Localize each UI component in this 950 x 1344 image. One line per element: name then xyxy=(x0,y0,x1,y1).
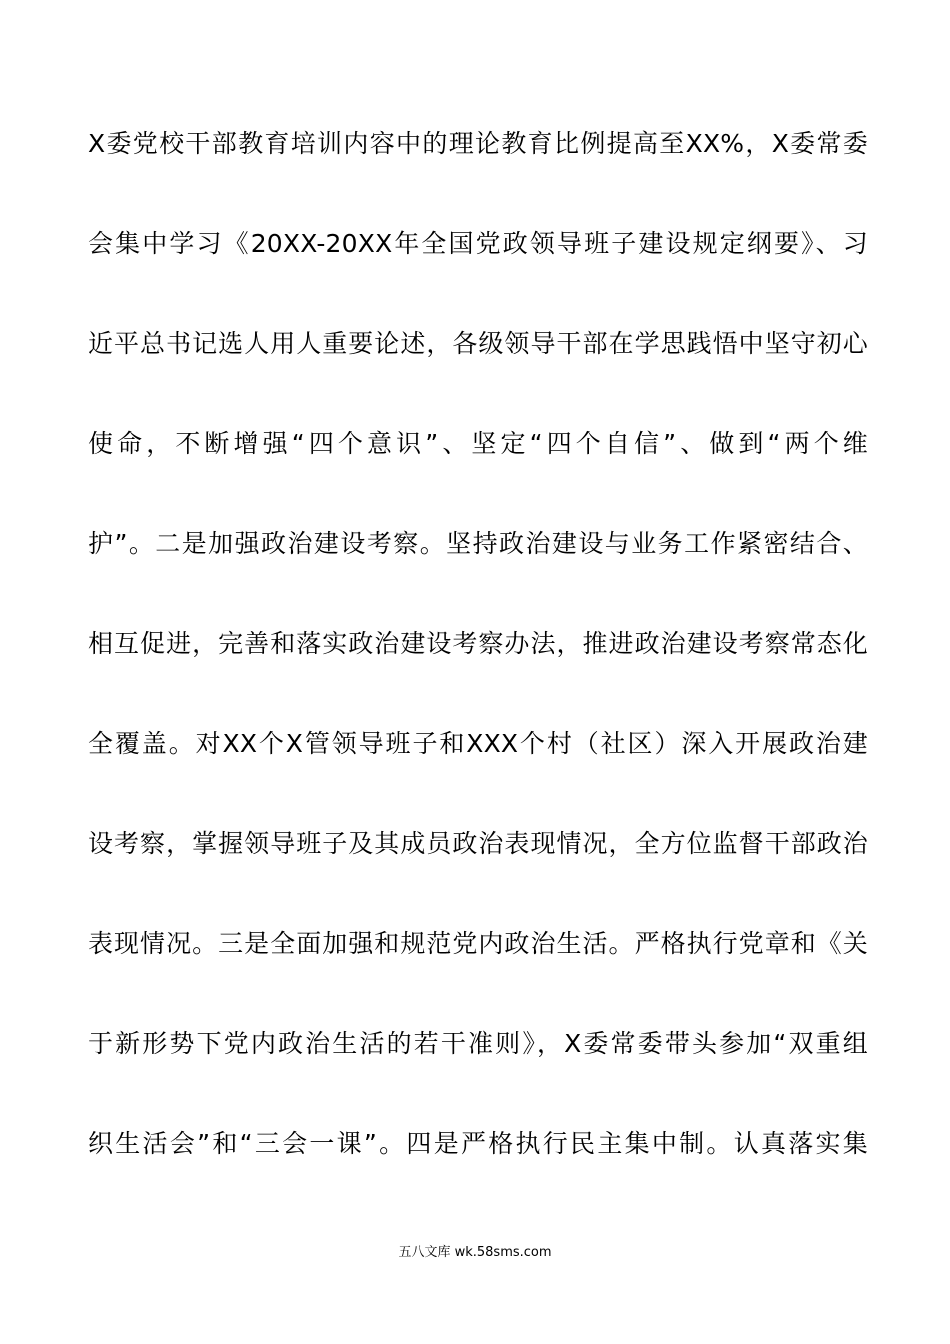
body-text-line: 全覆盖。对XX个X管领导班子和XXX个村（社区）深入开展政治建 xyxy=(88,729,868,758)
body-text-line: 护”。二是加强政治建设考察。坚持政治建设与业务工作紧密结合、 xyxy=(88,529,868,558)
footer-watermark: 五八文库 wk.58sms.com xyxy=(398,1245,552,1260)
body-text-line: 织生活会”和“三会一课”。四是严格执行民主集中制。认真落实集 xyxy=(88,1129,868,1158)
body-text-line: 相互促进，完善和落实政治建设考察办法，推进政治建设考察常态化 xyxy=(88,629,868,658)
body-text-line: 使命，不断增强“四个意识”、坚定“四个自信”、做到“两个维 xyxy=(88,429,868,458)
body-text-line: 于新形势下党内政治生活的若干准则》，X委常委带头参加“双重组 xyxy=(88,1029,868,1058)
body-text-line: 设考察，掌握领导班子及其成员政治表现情况，全方位监督干部政治 xyxy=(88,829,868,858)
body-text-line: X委党校干部教育培训内容中的理论教育比例提高至XX%，X委常委 xyxy=(88,129,868,158)
body-text-line: 会集中学习《20XX-20XX年全国党政领导班子建设规定纲要》、习 xyxy=(88,229,868,258)
body-text-line: 表现情况。三是全面加强和规范党内政治生活。严格执行党章和《关 xyxy=(88,929,868,958)
body-text-line: 近平总书记选人用人重要论述，各级领导干部在学思践悟中坚守初心 xyxy=(88,329,868,358)
